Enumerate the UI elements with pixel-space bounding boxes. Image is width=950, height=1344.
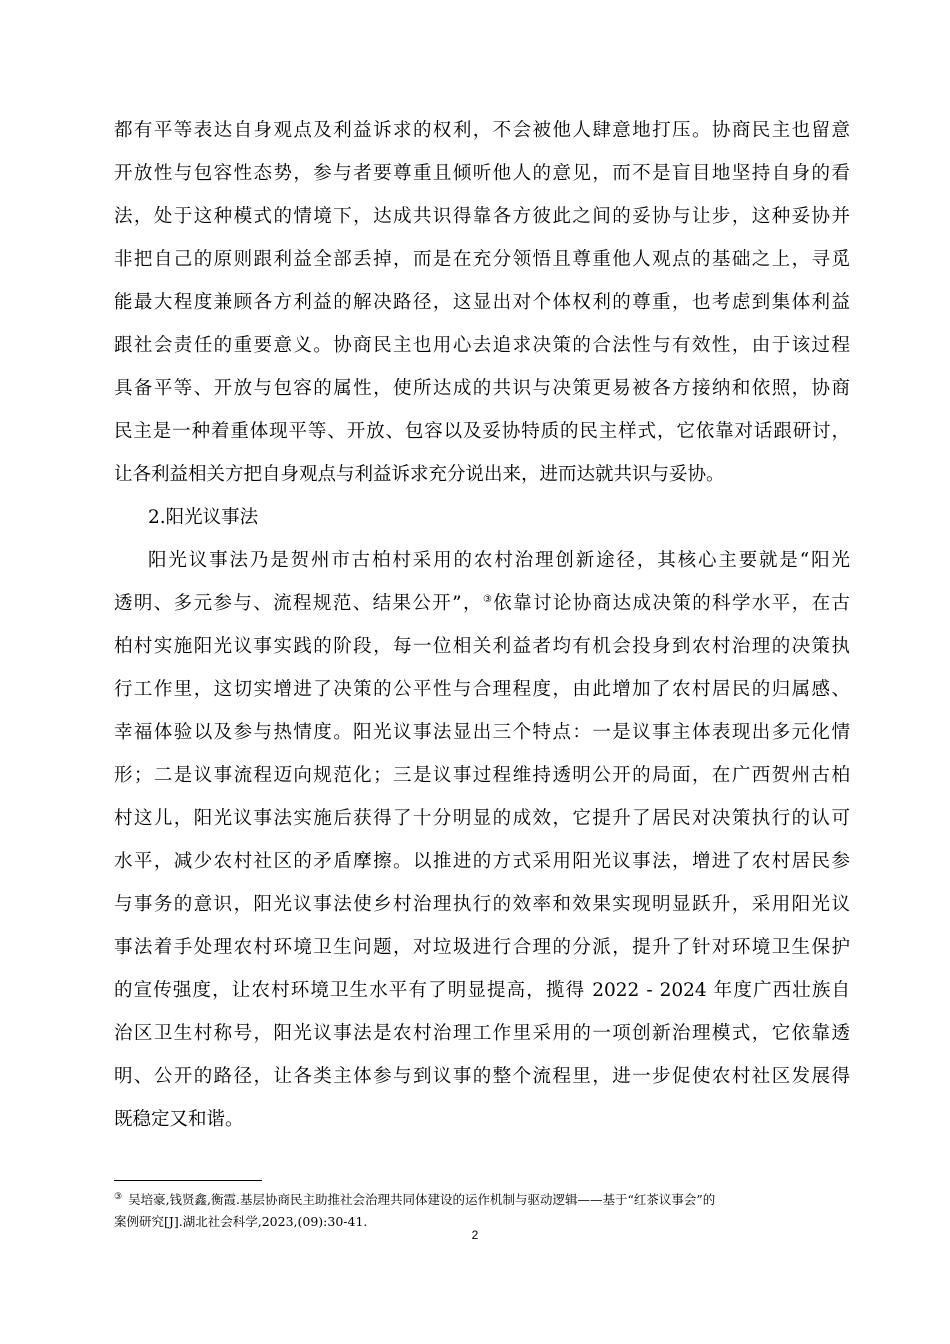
text-line: 形；二是议事流程迈向规范化；三是议事过程维持透明公开的局面，在广西贺州古柏 <box>114 765 850 786</box>
text-line: 与事务的意识，阳光议事法使乡村治理执行的效率和效果实现明显跃升，采用阳光议 <box>114 894 850 915</box>
text-line: 村这儿，阳光议事法实施后获得了十分明显的成效，它提升了居民对决策执行的认可 <box>114 808 850 829</box>
text-line-with-footnote <box>114 585 850 623</box>
footnote-mark: ③ <box>114 1191 123 1202</box>
text-segment: 依靠讨论协商达成决策的科学水平，在古 <box>493 593 850 614</box>
text-segment: 透明、多元参与、流程规范、结果公开”， <box>114 593 483 614</box>
footnote-line-1 <box>114 1189 850 1211</box>
text-line: 治区卫生村称号，阳光议事法是农村治理工作里采用的一项创新治理模式，它依靠透 <box>114 1023 850 1044</box>
footnote-separator <box>114 1180 262 1181</box>
text-line: 都有平等表达自身观点及利益诉求的权利，不会被他人肆意地打压。协商民主也留意 <box>114 120 850 141</box>
text-line: 具备平等、开放与包容的属性，使所达成的共识与决策更易被各方接纳和依照，协商 <box>114 378 850 399</box>
footnote-reference[interactable]: ③ <box>482 593 494 605</box>
text-line: 能最大程度兼顾各方利益的解决路径，这显出对个体权利的尊重，也考虑到集体利益 <box>114 292 850 313</box>
text-line: 柏村实施阳光议事实践的阶段，每一位相关利益者均有机会投身到农村治理的决策执 <box>114 636 850 657</box>
text-line: 非把自己的原则跟利益全部丢掉，而是在充分领悟且尊重他人观点的基础之上，寻觅 <box>114 249 850 270</box>
section-heading: 2.阳光议事法 <box>148 507 259 528</box>
text-line: 开放性与包容性态势，参与者要尊重且倾听他人的意见，而不是盲目地坚持自身的看 <box>114 163 850 184</box>
text-line: 阳光议事法乃是贺州市古柏村采用的农村治理创新途径，其核心主要就是“阳光 <box>148 550 850 571</box>
text-line: 水平，减少农村社区的矛盾摩擦。以推进的方式采用阳光议事法，增进了农村居民参 <box>114 851 850 872</box>
text-line: 让各利益相关方把自身观点与利益诉求充分说出来，进而达就共识与妥协。 <box>114 464 725 485</box>
text-line: 跟社会责任的重要意义。协商民主也用心去追求决策的合法性与有效性，由于该过程 <box>114 335 850 356</box>
page-number: 2 <box>471 1228 479 1242</box>
text-line: 法，处于这种模式的情境下，达成共识得靠各方彼此之间的妥协与让步，这种妥协并 <box>114 206 850 227</box>
text-line: 幸福体验以及参与热情度。阳光议事法显出三个特点：一是议事主体表现出多元化情 <box>114 722 850 743</box>
text-line: 行工作里，这切实增进了决策的公平性与合理程度，由此增加了农村居民的归属感、 <box>114 679 850 700</box>
text-line: 民主是一种着重体现平等、开放、包容以及妥协特质的民主样式，它依靠对话跟研讨， <box>114 421 850 442</box>
text-line: 明、公开的路径，让各类主体参与到议事的整个流程里，进一步促使农村社区发展得 <box>114 1066 850 1087</box>
footnote-line-2: 案例研究[J].湖北社会科学,2023,(09):30-41. <box>114 1214 368 1229</box>
text-line: 事法着手处理农村环境卫生问题，对垃圾进行合理的分派，提升了针对环境卫生保护 <box>114 937 850 958</box>
text-line: 的宣传强度，让农村环境卫生水平有了明显提高，揽得 2022 - 2024 年度广西壮族自 <box>114 980 850 1001</box>
footnote-text: 吴培豪,钱贤鑫,衡霞.基层协商民主助推社会治理共同体建设的运作机制与驱动逻辑——基于“红茶议事会”的 <box>128 1192 716 1207</box>
text-line: 既稳定又和谐。 <box>114 1109 244 1130</box>
